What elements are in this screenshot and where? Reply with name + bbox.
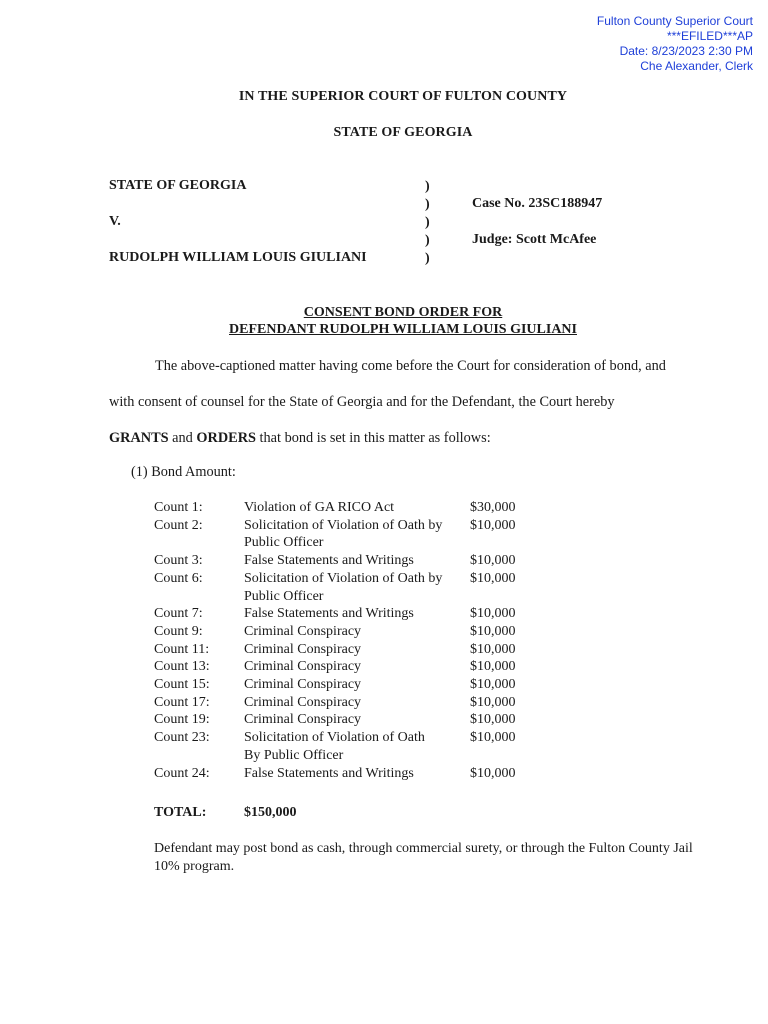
caption-versus: V. xyxy=(109,214,121,229)
count-description xyxy=(244,552,470,570)
count-amount: $10,000 xyxy=(470,694,516,710)
count-description-line: Criminal Conspiracy xyxy=(244,712,362,728)
count-row xyxy=(154,570,540,605)
count-row xyxy=(154,676,540,694)
count-description xyxy=(244,499,470,517)
count-row xyxy=(154,729,540,764)
count-amount: $10,000 xyxy=(470,517,516,533)
count-description xyxy=(244,517,470,552)
count-description-line: Criminal Conspiracy xyxy=(244,641,362,657)
count-description xyxy=(244,641,470,659)
count-description-line: Violation of GA RICO Act xyxy=(244,500,395,515)
count-amount: $10,000 xyxy=(470,570,516,586)
count-row xyxy=(154,711,540,729)
body-line-3 xyxy=(109,430,491,447)
count-description-line: Public Officer xyxy=(244,588,324,604)
bond-amount-label: (1) Bond Amount: xyxy=(131,464,236,480)
count-description xyxy=(244,570,470,605)
count-label: Count 1: xyxy=(154,500,203,515)
count-amount: $10,000 xyxy=(470,623,516,639)
count-label: Count 11: xyxy=(154,641,210,657)
case-number: Case No. 23SC188947 xyxy=(472,196,603,211)
body-line-2: with consent of counsel for the State of Georgia and for the Defendant, the Court hereby xyxy=(109,394,615,410)
count-label: Count 3: xyxy=(154,553,203,569)
body-line-1: The above-captioned matter having come before the Court for consideration of bond, and xyxy=(155,358,666,374)
caption-paren: ) xyxy=(425,197,430,212)
stamp-clerk: Che Alexander, Clerk xyxy=(640,59,753,73)
order-title-line1: CONSENT BOND ORDER FOR xyxy=(303,305,503,320)
orders-word: ORDERS xyxy=(196,430,256,446)
stamp-court: Fulton County Superior Court xyxy=(596,14,753,28)
count-description xyxy=(244,765,470,783)
count-description-line: False Statements and Writings xyxy=(244,765,414,781)
count-description-line: Criminal Conspiracy xyxy=(244,694,362,710)
count-row xyxy=(154,499,540,517)
count-row xyxy=(154,765,540,783)
caption-paren: ) xyxy=(425,233,430,248)
count-row xyxy=(154,641,540,659)
and-word: and xyxy=(168,430,197,446)
count-description-line: Solicitation of Violation of Oath by xyxy=(244,517,443,533)
count-amount: $10,000 xyxy=(470,641,516,657)
count-description xyxy=(244,711,470,729)
count-description xyxy=(244,658,470,676)
count-label: Count 2: xyxy=(154,517,203,533)
count-amount: $10,000 xyxy=(470,730,516,746)
total-amount: $150,000 xyxy=(244,805,297,820)
count-description xyxy=(244,729,470,764)
count-label: Count 19: xyxy=(154,712,210,728)
count-description-line: Criminal Conspiracy xyxy=(244,659,362,675)
count-amount: $10,000 xyxy=(470,606,516,622)
count-description xyxy=(244,676,470,694)
caption-plaintiff: STATE OF GEORGIA xyxy=(109,178,247,193)
count-description xyxy=(244,623,470,641)
grants-word: GRANTS xyxy=(109,430,169,446)
count-row xyxy=(154,517,540,552)
stamp-date: Date: 8/23/2023 2:30 PM xyxy=(619,44,753,58)
count-description-line: Criminal Conspiracy xyxy=(244,623,362,639)
count-label: Count 6: xyxy=(154,570,203,586)
count-description xyxy=(244,605,470,623)
count-description-line: By Public Officer xyxy=(244,747,344,763)
count-amount: $10,000 xyxy=(470,677,516,693)
state-heading: STATE OF GEORGIA xyxy=(333,125,473,140)
count-row xyxy=(154,694,540,712)
count-row xyxy=(154,552,540,570)
caption-parentheses xyxy=(425,178,430,268)
count-label: Count 7: xyxy=(154,606,203,622)
caption-defendant: RUDOLPH WILLIAM LOUIS GIULIANI xyxy=(109,250,367,265)
bond-counts-table xyxy=(154,499,540,782)
count-label: Count 9: xyxy=(154,623,203,639)
order-title-line2: DEFENDANT RUDOLPH WILLIAM LOUIS GIULIANI xyxy=(229,322,577,337)
count-row xyxy=(154,623,540,641)
count-amount: $10,000 xyxy=(470,765,516,781)
count-label: Count 17: xyxy=(154,694,210,710)
count-description-line: Criminal Conspiracy xyxy=(244,677,362,693)
count-description xyxy=(244,694,470,712)
count-label: Count 23: xyxy=(154,730,210,746)
caption-paren: ) xyxy=(425,251,430,266)
count-row xyxy=(154,605,540,623)
count-description-line: False Statements and Writings xyxy=(244,606,414,622)
count-amount: $10,000 xyxy=(470,553,516,569)
judge-name: Judge: Scott McAfee xyxy=(472,232,597,247)
count-label: Count 24: xyxy=(154,765,210,781)
count-description-line: Solicitation of Violation of Oath by xyxy=(244,570,443,586)
caption-paren: ) xyxy=(425,215,430,230)
count-description-line: Public Officer xyxy=(244,535,324,551)
count-description-line: False Statements and Writings xyxy=(244,553,414,569)
closing-paragraph: Defendant may post bond as cash, through commercial surety, or through the Fulton County Jail 10% program. xyxy=(154,841,693,874)
caption-paren: ) xyxy=(425,179,430,194)
count-row xyxy=(154,658,540,676)
count-description-line: Solicitation of Violation of Oath xyxy=(244,730,425,746)
total-label: TOTAL: xyxy=(154,805,207,820)
court-heading: IN THE SUPERIOR COURT OF FULTON COUNTY xyxy=(238,89,568,104)
count-label: Count 15: xyxy=(154,677,210,693)
efiling-stamp xyxy=(597,14,753,74)
count-amount: $10,000 xyxy=(470,712,516,728)
body-line-3-rest: that bond is set in this matter as follows: xyxy=(255,430,491,446)
count-amount: $30,000 xyxy=(470,500,516,515)
count-label: Count 13: xyxy=(154,659,210,675)
stamp-efiled: ***EFILED***AP xyxy=(666,29,753,43)
count-amount: $10,000 xyxy=(470,659,516,675)
